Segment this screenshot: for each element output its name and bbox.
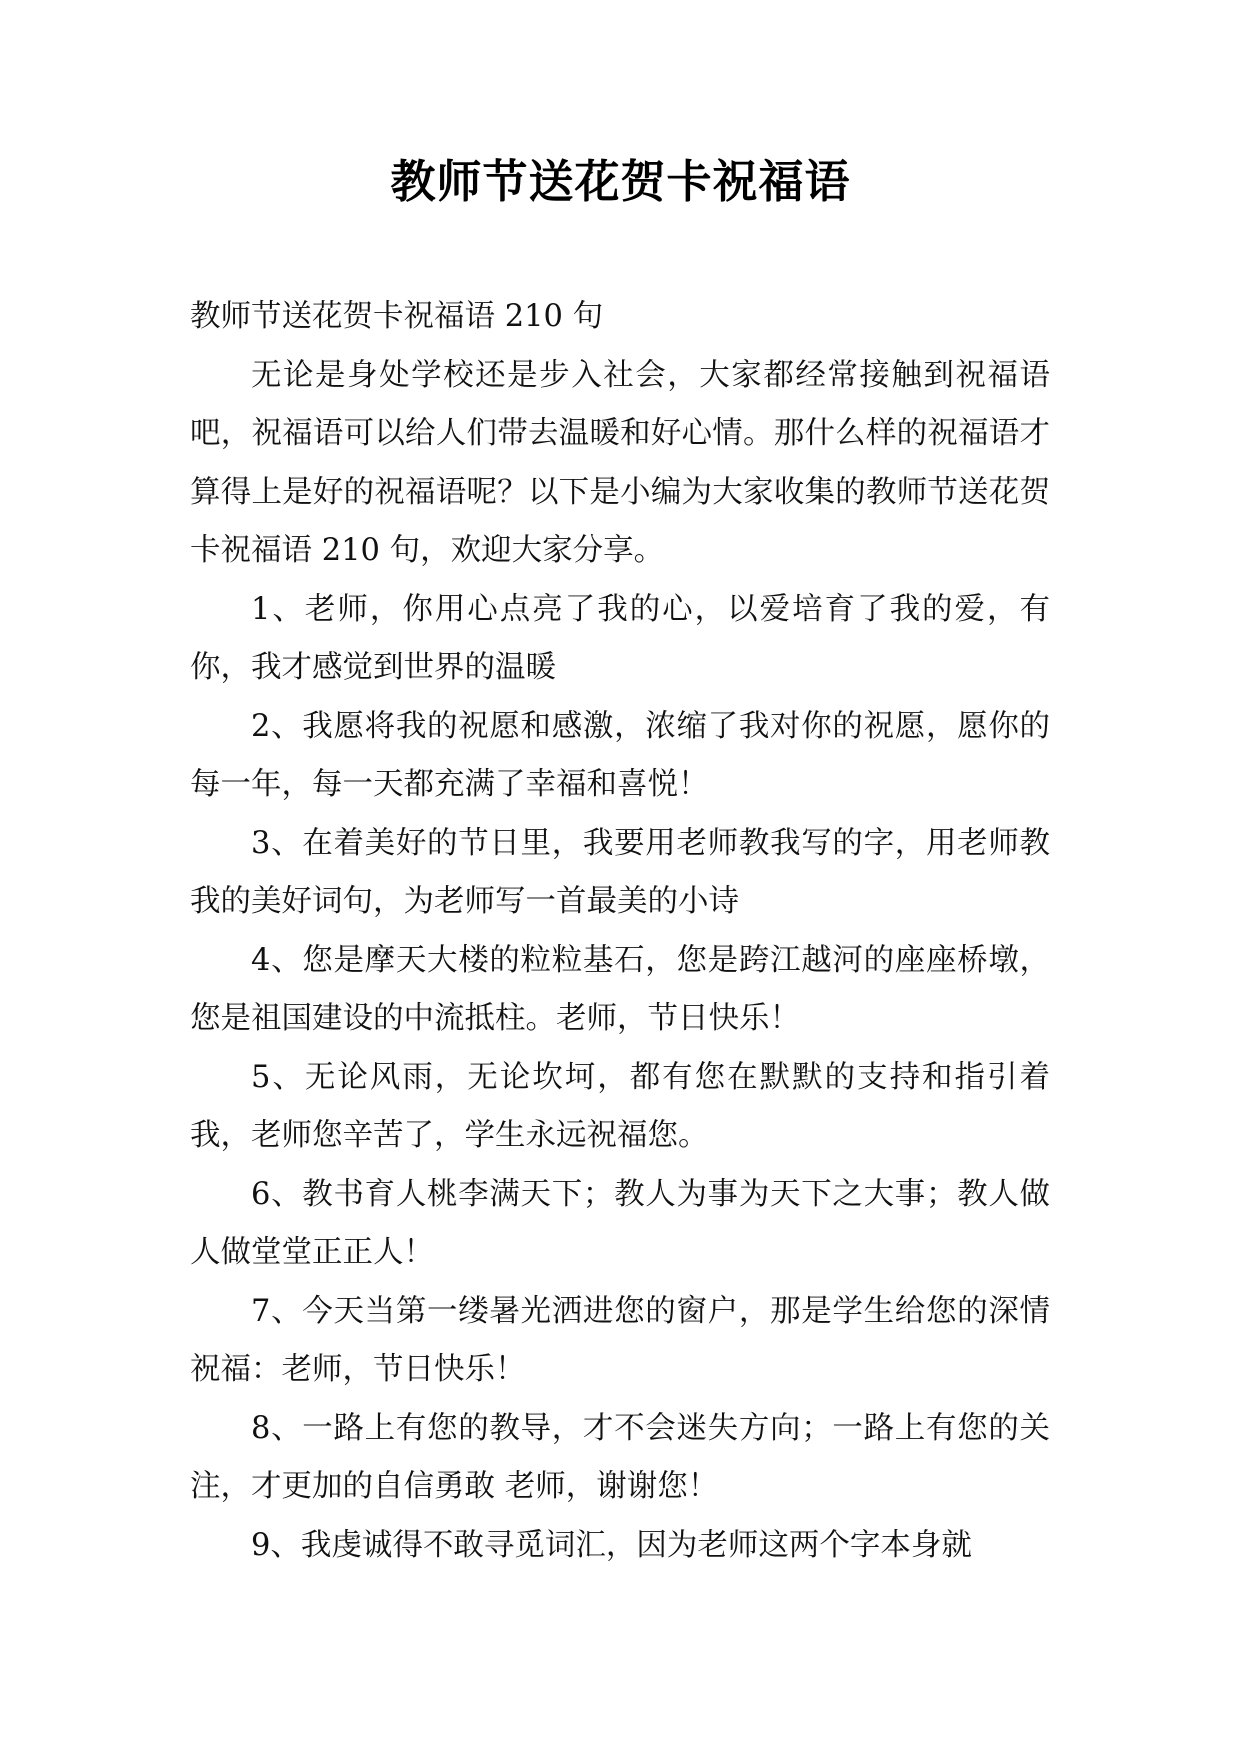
wish-item-7: 7、今天当第一缕暑光洒进您的窗户，那是学生给您的深情祝福：老师，节日快乐！ — [190, 1293, 1050, 1387]
wish-item-3: 3、在着美好的节日里，我要用老师教我写的字，用老师教我的美好词句，为老师写一首最美的小诗 — [190, 825, 1050, 919]
wish-item-2: 2、我愿将我的祝愿和感激，浓缩了我对你的祝愿，愿你的每一年，每一天都充满了幸福和喜悦！ — [190, 708, 1050, 802]
wish-item-8: 8、一路上有您的教导，才不会迷失方向；一路上有您的关注，才更加的自信勇敢 老师，谢谢您！ — [190, 1410, 1050, 1504]
wish-item-9: 9、我虔诚得不敢寻觅词汇，因为老师这两个字本身就 — [251, 1527, 972, 1563]
document-title: 教师节送花贺卡祝福语 — [390, 155, 851, 208]
document-body — [190, 288, 1050, 1575]
wish-item-5: 5、无论风雨，无论坎坷，都有您在默默的支持和指引着我，老师您辛苦了，学生永远祝福您。 — [190, 1059, 1050, 1153]
wish-item-4: 4、您是摩天大楼的粒粒基石，您是跨江越河的座座桥墩，您是祖国建设的中流抵柱。老师，节日快乐！ — [190, 942, 1050, 1036]
wish-item-6: 6、教书育人桃李满天下；教人为事为天下之大事；教人做人做堂堂正正人！ — [190, 1176, 1050, 1270]
intro-paragraph: 无论是身处学校还是步入社会，大家都经常接触到祝福语吧，祝福语可以给人们带去温暖和好心情。那什么样的祝福语才算得上是好的祝福语呢？以下是小编为大家收集的教师节送花贺卡祝福语 210 句，欢迎大家分享。 — [190, 357, 1050, 568]
document-subtitle: 教师节送花贺卡祝福语 210 句 — [190, 299, 604, 334]
wish-item-1: 1、老师，你用心点亮了我的心，以爱培育了我的爱，有你，我才感觉到世界的温暖 — [190, 591, 1050, 685]
